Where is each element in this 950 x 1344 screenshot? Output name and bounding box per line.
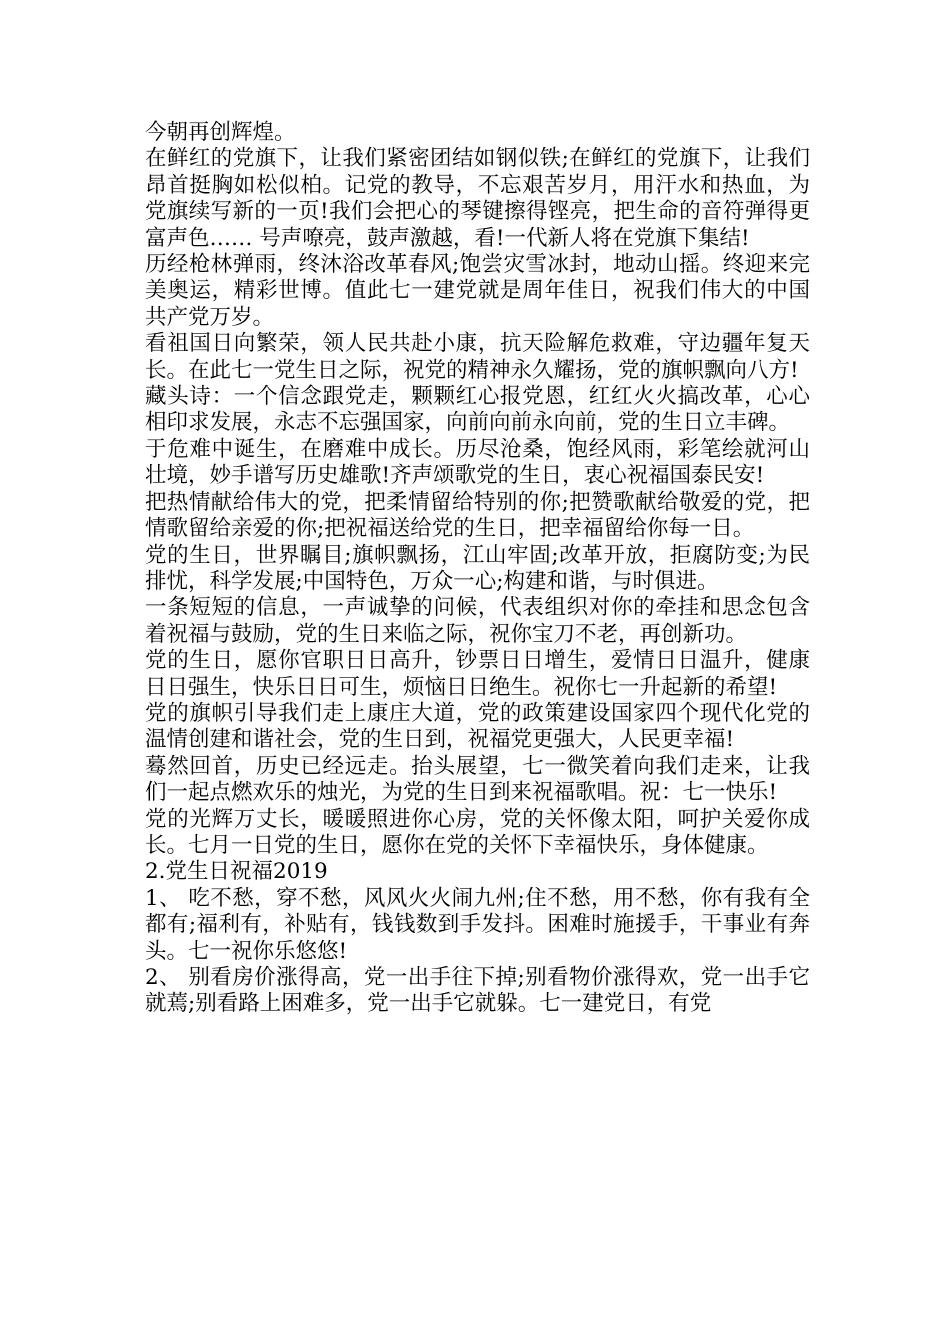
paragraph-7: 把热情献给伟大的党，把柔情留给特别的你;把赞歌献给敬爱的党，把情歌留给亲爱的你;把祝福送给党的生日，把幸福留给你每一日。 <box>145 489 810 542</box>
paragraph-10: 党的生日，愿你官职日日高升，钞票日日增生，爱情日日温升，健康日日强生，快乐日日可生，烦恼日日绝生。祝你七一升起新的希望! <box>145 648 810 700</box>
section-heading: 2.党生日祝福2019 <box>145 859 328 885</box>
paragraph-5: 藏头诗：一个信念跟党走，颗颗红心报党恩，红红火火搞改革，心心相印求发展，永志不忘强国家，向前向前永向前，党的生日立丰碑。 <box>145 384 810 436</box>
paragraph-4: 看祖国日向繁荣，领人民共赴小康，抗天险解危救难，守边疆年复天长。在此七一党生日之际，祝党的精神永久耀扬，党的旗帜飘向八方! <box>145 331 810 383</box>
paragraph-2: 在鲜红的党旗下，让我们紧密团结如钢似铁;在鲜红的党旗下，让我们昂首挺胸如松似柏。记党的教导，不忘艰苦岁月，用汗水和热血，为党旗续写新的一页!我们会把心的琴键擦得铿亮，把生命的音符弹得更富声色…… 号声嘹亮，鼓声激越，看!一代新人将在党旗下集结! <box>145 146 810 251</box>
paragraph-8: 党的生日，世界瞩目;旗帜飘扬，江山牢固;改革开放，拒腐防变;为民排忧，科学发展;中国特色，万众一心;构建和谐，与时俱进。 <box>145 542 810 594</box>
paragraph-6: 于危难中诞生，在磨难中成长。历尽沧桑，饱经风雨，彩笔绘就河山壮境，妙手谱写历史雄歌!齐声颂歌党的生日，衷心祝福国泰民安! <box>145 436 810 489</box>
paragraph-11: 党的旗帜引导我们走上康庄大道，党的政策建设国家四个现代化党的温情创建和谐社会，党的生日到，祝福党更强大，人民更幸福! <box>145 700 810 753</box>
paragraph-1: 今朝再创辉煌。 <box>145 120 296 145</box>
paragraph-12: 蓦然回首，历史已经远走。抬头展望，七一微笑着向我们走来，让我们一起点燃欢乐的烛光，为党的生日到来祝福歌唱。祝：七一快乐! <box>145 753 810 806</box>
paragraph-13: 党的光辉万丈长，暖暖照进你心房，党的关怀像太阳，呵护关爱你成长。七月一日党的生日，愿你在党的关怀下幸福快乐，身体健康。 <box>145 806 810 858</box>
paragraph-9: 一条短短的信息，一声诚挚的问候，代表组织对你的牵挂和思念包含着祝福与鼓励，党的生日来临之际，祝你宝刀不老，再创新功。 <box>145 595 810 647</box>
document-page <box>145 120 810 1018</box>
list-item-2: 2、 别看房价涨得高，党一出手往下掉;别看物价涨得欢，党一出手它就蔫;别看路上困难多，党一出手它就躲。七一建党日，有党 <box>145 965 810 1017</box>
list-item-1: 1、 吃不愁，穿不愁，风风火火闹九州;住不愁，用不愁，你有我有全都有;福利有，补贴有，钱钱数到手发抖。困难时施援手，干事业有奔头。七一祝你乐悠悠! <box>145 885 810 964</box>
paragraph-3: 历经枪林弹雨，终沐浴改革春风;饱尝灾雪冰封，地动山摇。终迎来完美奥运，精彩世博。值此七一建党就是周年佳日，祝我们伟大的中国共产党万岁。 <box>145 252 810 330</box>
